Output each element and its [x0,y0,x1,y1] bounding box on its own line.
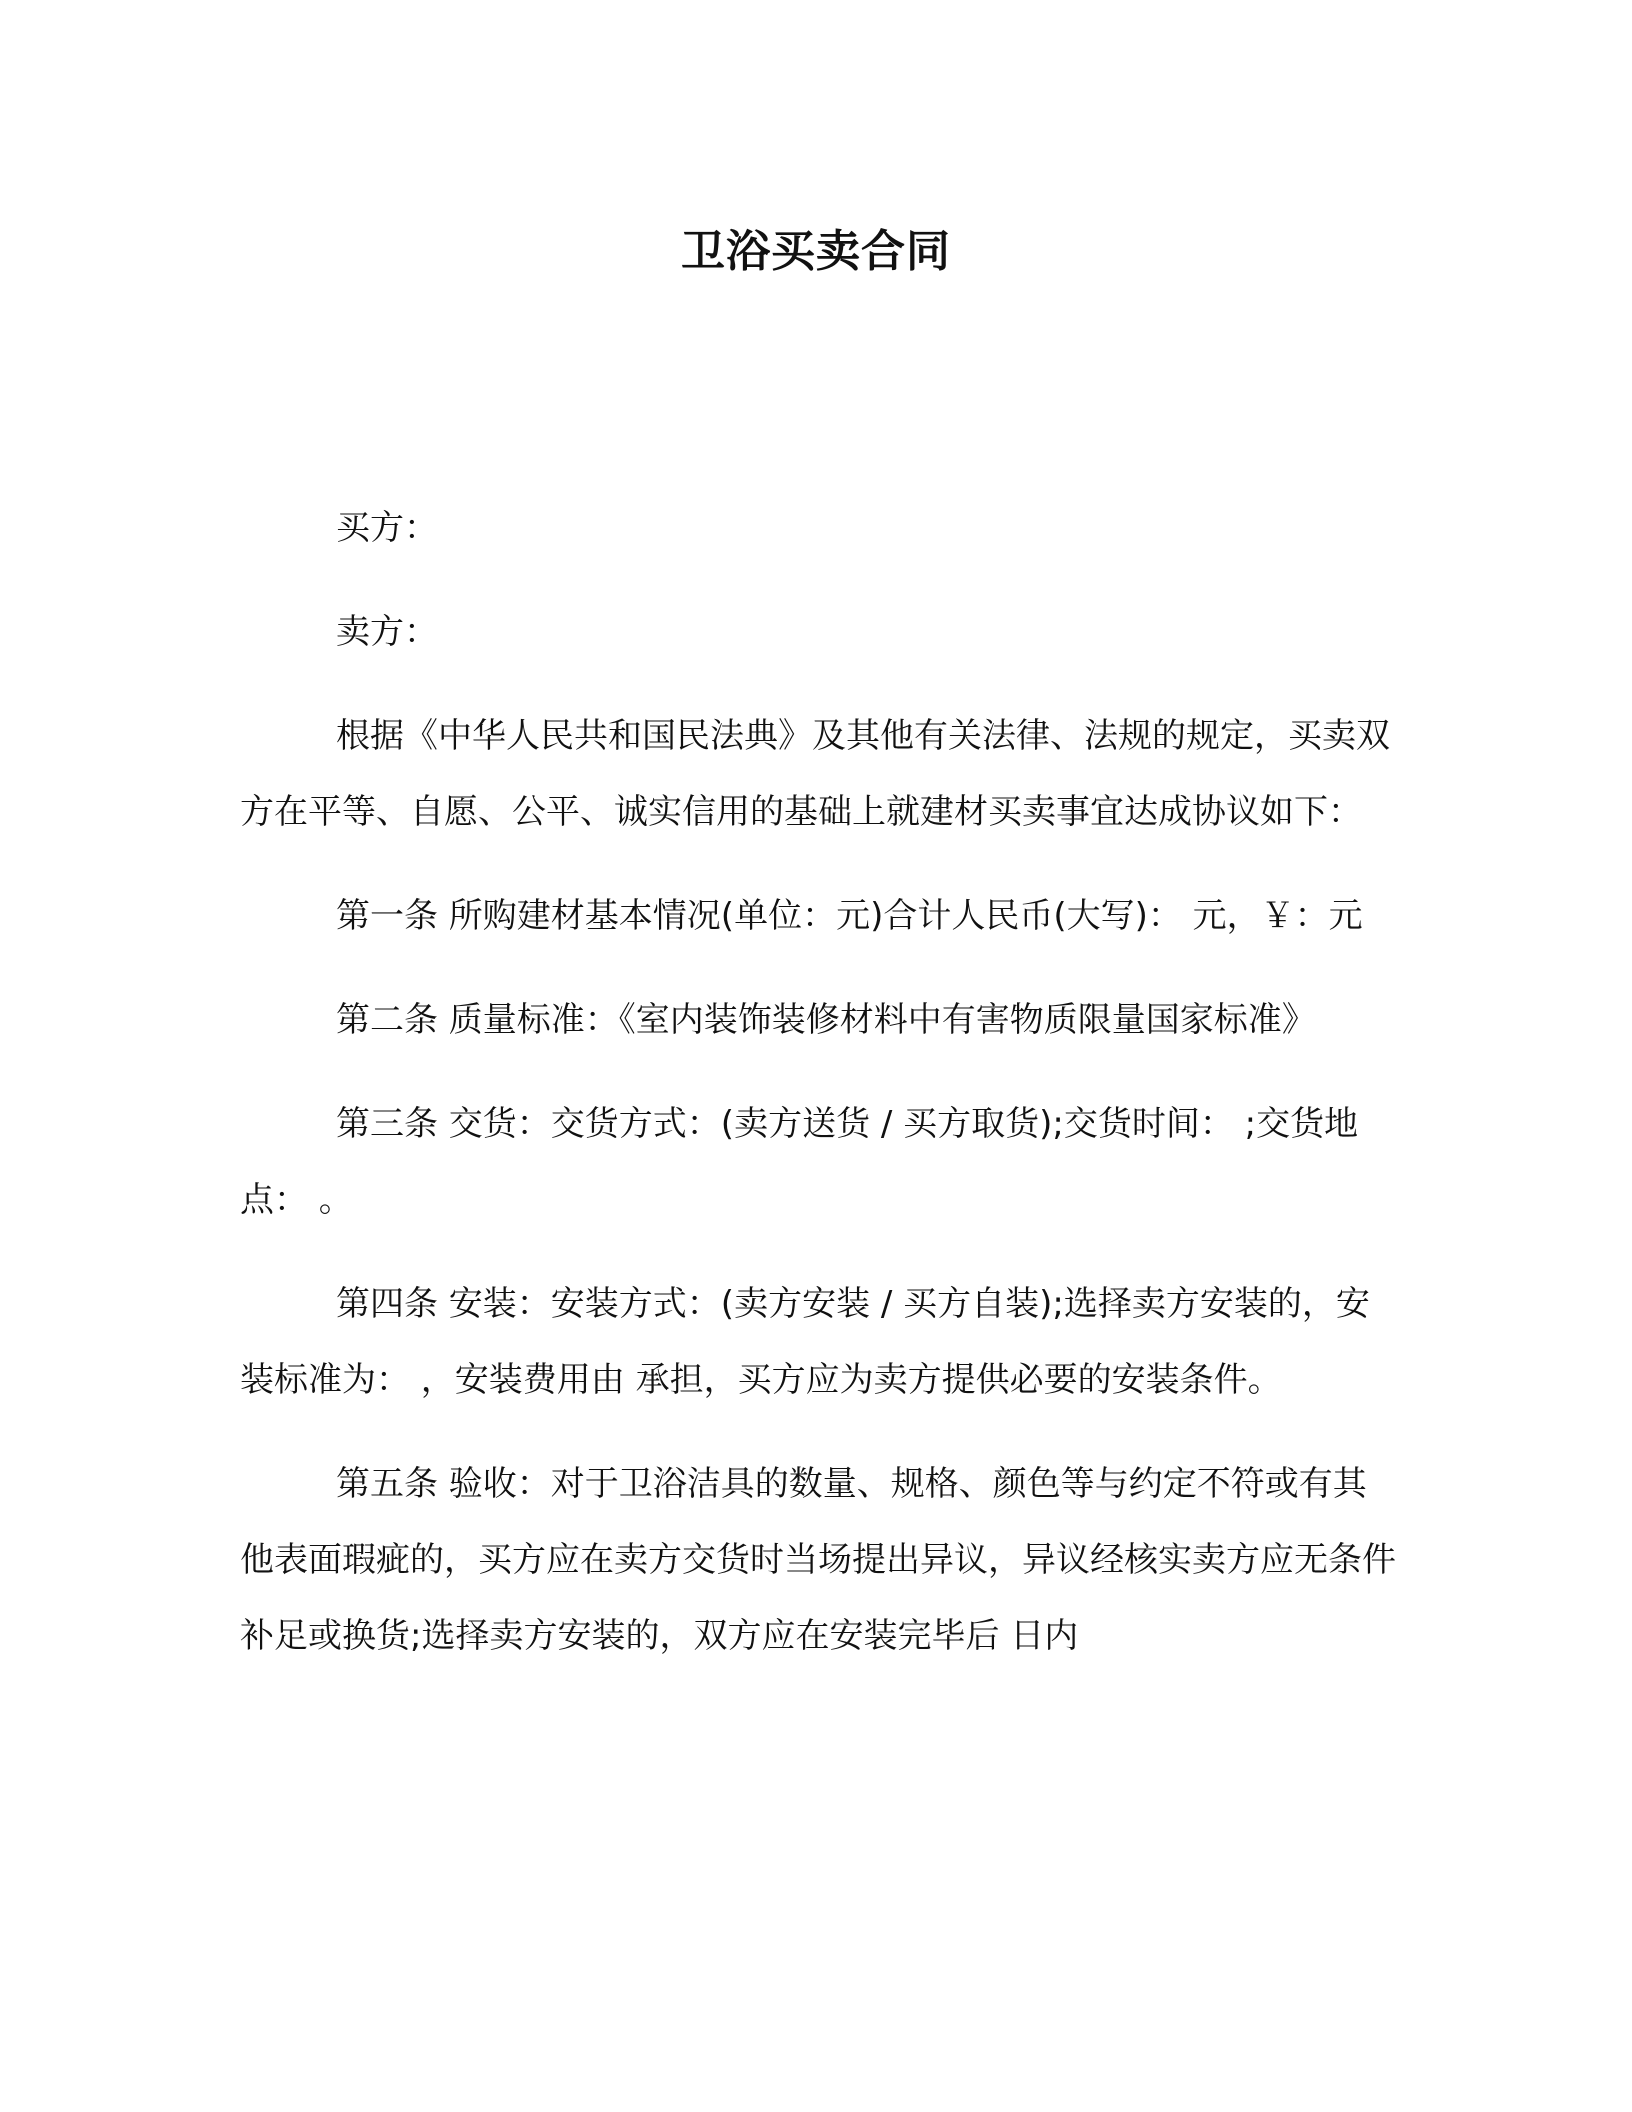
seller-line: 卖方： [336,612,438,652]
article-3-paragraph: 第三条 交货：交货方式：(卖方送货 / 买方取货);交货时间： ;交货地点： 。 [240,1104,1359,1220]
article-1-paragraph: 第一条 所购建材基本情况(单位：元)合计人民币(大写)： 元，￥：元 [336,896,1363,936]
document-body [240,490,1400,1702]
document-title: 卫浴买卖合同 [681,226,951,277]
preamble-paragraph: 根据《中华人民共和国民法典》及其他有关法律、法规的规定，买卖双方在平等、自愿、公平、诚实信用的基础上就建材买卖事宜达成协议如下： [240,716,1390,832]
buyer-line: 买方： [336,508,438,548]
article-2-paragraph: 第二条 质量标准：《室内装饰装修材料中有害物质限量国家标准》 [336,1000,1316,1040]
article-5-paragraph: 第五条 验收：对于卫浴洁具的数量、规格、颜色等与约定不符或有其他表面瑕疵的，买方应在卖方交货时当场提出异议，异议经核实卖方应无条件补足或换货;选择卖方安装的，双方应在安装完毕后 日内 [240,1464,1396,1656]
article-4-paragraph: 第四条 安装：安装方式：(卖方安装 / 买方自装);选择卖方安装的，安装标准为： ，安装费用由 承担，买方应为卖方提供必要的安装条件。 [240,1284,1370,1400]
